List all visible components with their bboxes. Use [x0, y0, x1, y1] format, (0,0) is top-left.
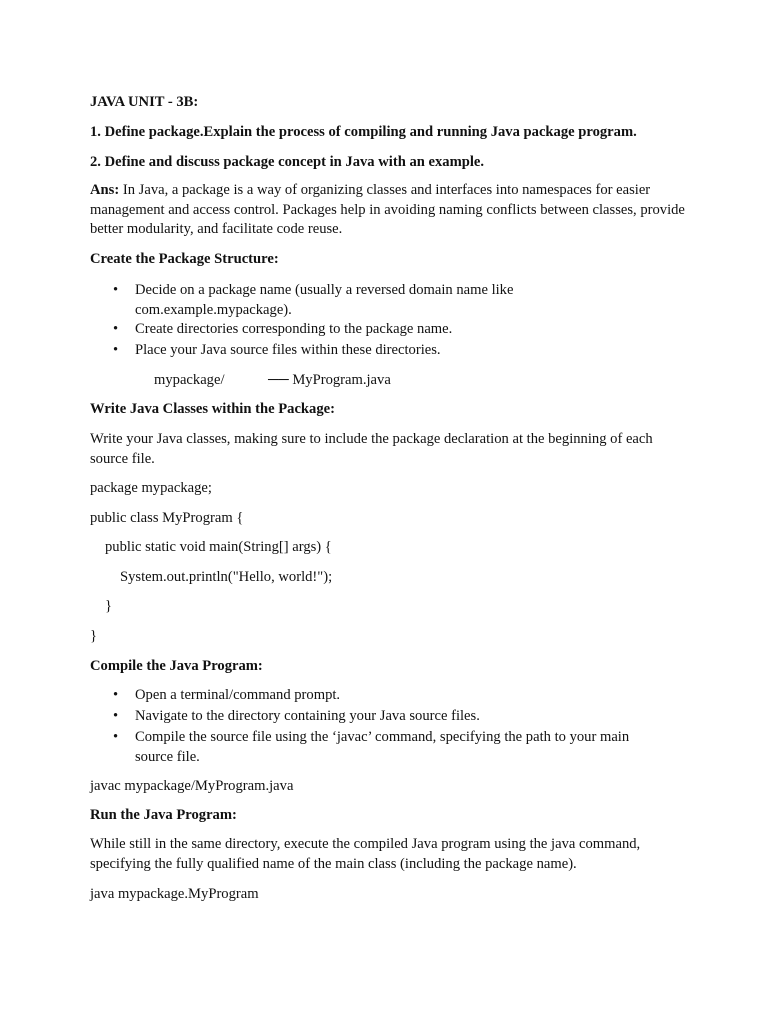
list-item-text: Create directories corresponding to the package name.	[135, 321, 453, 337]
run-paragraph: While still in the same directory, execute the compiled Java program using the java command, specifying the fully qualified name of the main class (including the package name).	[90, 836, 641, 872]
tree-directory: mypackage/	[154, 372, 225, 388]
tree-file: ── MyProgram.java	[268, 372, 391, 388]
heading-write-java-classes: Write Java Classes within the Package:	[90, 401, 335, 417]
code-line: System.out.println("Hello, world!");	[120, 569, 333, 585]
list-item-text: Open a terminal/command prompt.	[135, 687, 341, 703]
list-item-text: Navigate to the directory containing your Java source files.	[135, 708, 480, 724]
bullet-icon: •	[113, 729, 119, 745]
heading-compile-java-program: Compile the Java Program:	[90, 658, 263, 674]
heading-run-java-program: Run the Java Program:	[90, 807, 237, 823]
list-item-text: Place your Java source files within these directories.	[135, 342, 441, 358]
run-command: java mypackage.MyProgram	[90, 886, 259, 902]
question-2: 2. Define and discuss package concept in Java with an example.	[90, 154, 485, 170]
bullet-icon: •	[113, 708, 119, 724]
bullet-icon: •	[113, 342, 119, 358]
code-line: }	[105, 598, 113, 614]
unit-title: JAVA UNIT - 3B:	[90, 94, 199, 110]
write-paragraph: Write your Java classes, making sure to include the package declaration at the beginning of each source file.	[90, 431, 653, 467]
answer-paragraph	[90, 181, 690, 240]
bullet-icon: •	[113, 687, 119, 703]
code-line: }	[90, 628, 98, 644]
code-line: public class MyProgram {	[90, 510, 244, 526]
list-item	[113, 281, 673, 321]
compile-command: javac mypackage/MyProgram.java	[90, 778, 294, 794]
code-line: package mypackage;	[90, 480, 212, 496]
question-1: 1. Define package.Explain the process of compiling and running Java package program.	[90, 124, 637, 140]
answer-text: In Java, a package is a way of organizing classes and interfaces into namespaces for easier management and access control. Packages help in avoiding naming conflicts between classes, provide better modularity, and facilitate code reuse.	[90, 182, 685, 237]
bullet-icon: •	[113, 321, 119, 337]
heading-create-package-structure: Create the Package Structure:	[90, 251, 279, 267]
answer-label: Ans:	[90, 182, 120, 198]
bullet-icon: •	[113, 282, 119, 298]
list-item	[113, 728, 673, 768]
list-item-text: Decide on a package name (usually a reversed domain name like com.example.mypackage).	[135, 282, 514, 318]
code-line: public static void main(String[] args) {	[105, 539, 332, 555]
list-item-text: Compile the source file using the ‘javac’ command, specifying the path to your main source file.	[135, 729, 630, 765]
